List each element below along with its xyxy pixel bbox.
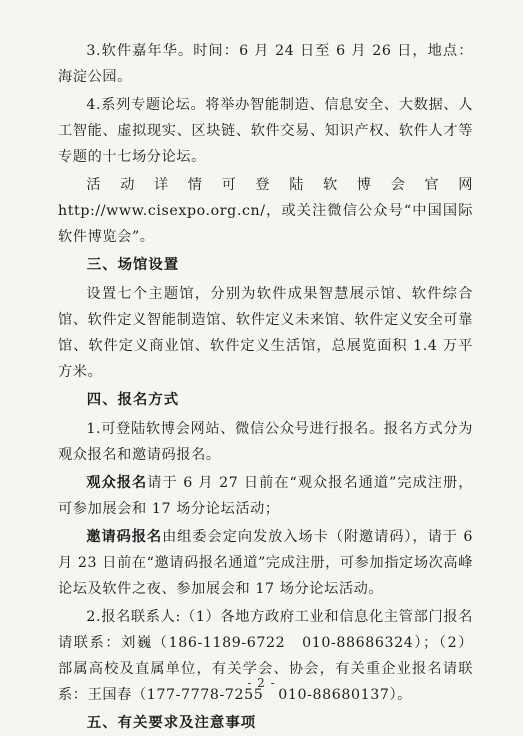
invitation-registration-text: 由组委会定向发放入场卡（附邀请码），请于 6 月 23 日前在“邀请码报名通道”完成注册，可参加指定场次高峰论坛及软件之夜、参加展会和 17 场分论坛活动。	[58, 529, 473, 597]
audience-registration-text: 请于 6 月 27 日前在“观众报名通道”完成注册，可参加展会和 17 场分论坛活动；	[58, 475, 473, 517]
page-number: - 2 -	[247, 676, 276, 690]
paragraph-audience-registration	[58, 470, 473, 522]
paragraph-registration-methods: 1.可登陆软博会网站、微信公众号进行报名。报名方式分为观众报名和邀请码报名。	[58, 421, 473, 463]
paragraph-contacts: 2.报名联系人:（1）各地方政府工业和信息化主管部门报名请联系：刘巍（186-1189-6722 010-88686324）；（2）部属高校及直属单位，有关学会、协会，有关重企业报名请联系：王国春（177-7778-7255 010-88680137）。	[58, 609, 473, 703]
section-heading-venues: 三、场馆设置	[86, 256, 180, 273]
paragraph-forums: 4.系列专题论坛。将举办智能制造、信息安全、大数据、人工智能、虚拟现实、区块链、软件交易、知识产权、软件人才等专题的十七场分论坛。	[58, 97, 473, 165]
paragraph-invitation-registration	[58, 524, 473, 602]
invitation-registration-lead: 邀请码报名	[86, 529, 163, 545]
paragraph-venues: 设置七个主题馆，分别为软件成果智慧展示馆、软件综合馆、软件定义智能制造馆、软件定义未来馆、软件定义安全可靠馆、软件定义商业馆、软件定义生活馆，总展览面积 1.4 万平方米。	[58, 286, 473, 380]
audience-registration-lead: 观众报名	[86, 475, 148, 491]
section-heading-requirements: 五、有关要求及注意事项	[86, 714, 257, 731]
paragraph-website-info: 活动详情可登陆软博会官网 http://www.cisexpo.org.cn/，或关注微信公众号“中国国际软件博览会”。	[58, 177, 473, 245]
paragraph-software-carnival: 3.软件嘉年华。时间：6 月 24 日至 6 月 26 日，地点：海淀公园。	[58, 43, 473, 85]
section-heading-registration: 四、报名方式	[86, 391, 180, 408]
